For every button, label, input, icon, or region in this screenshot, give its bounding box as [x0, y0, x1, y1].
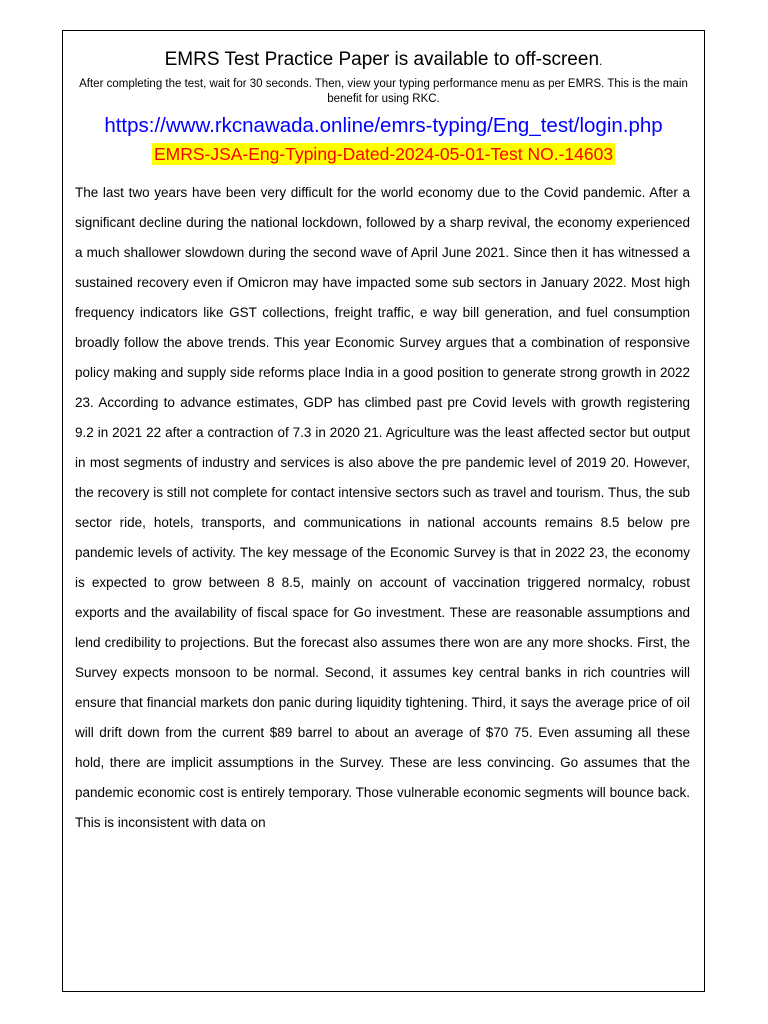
page-title: [63, 49, 704, 72]
typing-passage: The last two years have been very difficult for the world economy due to the Covid pandemic. After a significant decline during the national lockdown, followed by a sharp revival, the economy experienced a much shallower slowdown during the second wave of April June 2021. Since then it has witnessed a sustained recovery even if Omicron may have impacted some sub sectors in January 2022. Most high frequency indicators like GST collections, freight traffic, e way bill generation, and fuel consumption broadly follow the above trends. This year Economic Survey argues that a combination of responsive policy making and supply side reforms place India in a good position to generate strong growth in 2022 23. According to advance estimates, GDP has climbed past pre Covid levels with growth registering 9.2 in 2021 22 after a contraction of 7.3 in 2020 21. Agriculture was the least affected sector but output in most segments of industry and services is also above the pre pandemic level of 2019 20. However, the recovery is still not complete for contact intensive sectors such as travel and tourism. Thus, the sub sector ride, hotels, transports, and communications in national accounts remains 8.5 below pre pandemic levels of activity. The key message of the Economic Survey is that in 2022 23, the economy is expected to grow between 8 8.5, mainly on account of vaccination triggered normalcy, robust exports and the availability of fiscal space for Go investment. These are reasonable assumptions and lend credibility to projections. But the forecast also assumes there won are any more shocks. First, the Survey expects monsoon to be normal. Second, it assumes key central banks in rich countries will ensure that financial markets don panic during liquidity tightening. Third, it says the average price of oil will drift down from the current $89 barrel to about an average of $70 75. Even assuming all these hold, there are implicit assumptions in the Survey. These are less convincing. Go assumes that the pandemic economic cost is entirely temporary. Those vulnerable economic segments will bounce back. This is inconsistent with data on: [75, 185, 690, 830]
document-page: [62, 30, 705, 992]
page-title-period: .: [599, 54, 603, 68]
login-url-link[interactable]: https://www.rkcnawada.online/emrs-typing/Eng_test/login.php: [104, 114, 663, 137]
page-title-text: EMRS Test Practice Paper is available to off-screen: [164, 49, 600, 70]
test-id-highlight: EMRS-JSA-Eng-Typing-Dated-2024-05-01-Test NO.-14603: [153, 144, 614, 164]
test-id-container: [63, 143, 704, 165]
instructions-text: After completing the test, wait for 30 seconds. Then, view your typing performance menu as per EMRS. This is the main benefit for using RKC.: [79, 78, 688, 105]
